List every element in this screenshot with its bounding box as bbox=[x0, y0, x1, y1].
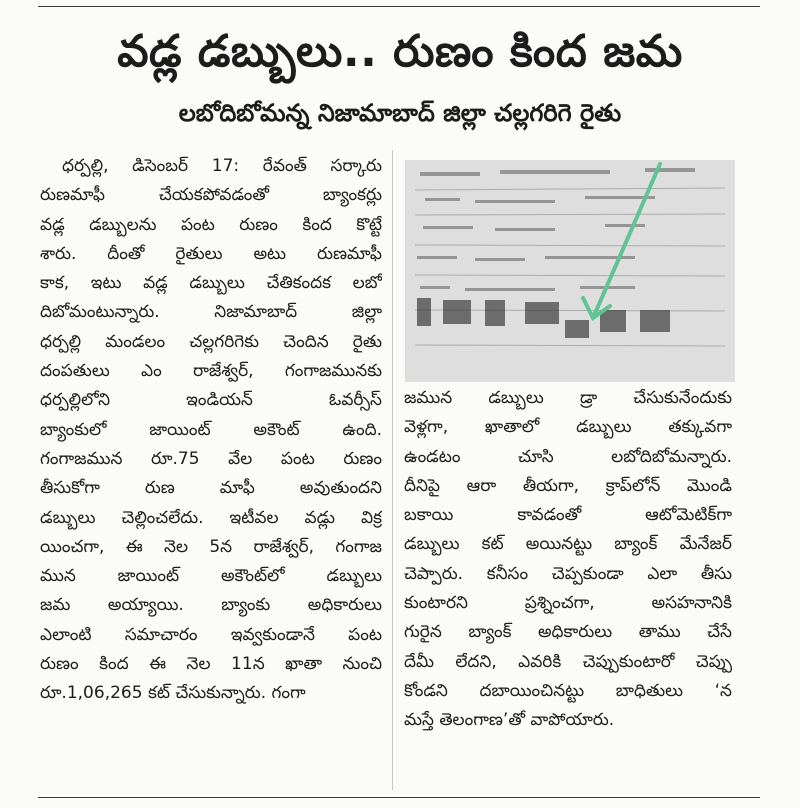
article-line: ఎలాంటి సమాచారం ఇవ్వకుండానే పంట bbox=[40, 624, 382, 645]
article-line: జమున డబ్బులు డ్రా చేసుకునేందుకు bbox=[404, 388, 732, 408]
article-line: కుంటారని ప్రశ్నించగా, అసహనానికి bbox=[404, 593, 732, 614]
bottom-rule bbox=[38, 797, 760, 798]
article-line: గంగాజమున రూ.75 వేల పంట రుణం bbox=[40, 448, 382, 469]
article-line: రూ.1,06,265 కట్ చేసుకున్నారు. గంగా bbox=[40, 683, 306, 704]
article-line: దిబోమంటున్నారు. నిజామాబాద్ జిల్లా bbox=[40, 302, 382, 323]
bank-passbook-photo bbox=[405, 160, 735, 382]
subheadline: లబోదిబోమన్న నిజామాబాద్ జిల్లా చల్లగరిగె రైతు bbox=[178, 99, 622, 127]
article-line: కోండని దబాయించినట్టు బాధితులు ‘న bbox=[404, 680, 732, 701]
article-line: మున జాయింట్ అకౌంట్‌లో డబ్బులు bbox=[40, 566, 382, 587]
article-line: జమ అయ్యాయి. బ్యాంకు అధికారులు bbox=[40, 595, 382, 616]
article-line: రుణమాఫీ చేయకపోవడంతో బ్యాంకర్లు bbox=[40, 185, 382, 206]
article-line: కాక, ఇటు వడ్ల డబ్బులు చేతికందక లబో bbox=[40, 273, 382, 294]
article-line: రుణం కింద ఈ నెల 11న ఖాతా నుంచి bbox=[40, 654, 382, 675]
article-line: చెప్పారు. కనీసం చెప్పకుండా ఎలా తీసు bbox=[404, 563, 732, 584]
article-line: దంపతులు ఎం రాజేశ్వర్, గంగాజమునకు bbox=[40, 361, 382, 382]
article-line: ధర్పల్లిలోని ఇండియన్ ఓవర్సీస్ bbox=[40, 390, 382, 411]
article-line: మస్తే తెలంగాణ’తో వాపోయారు. bbox=[404, 710, 615, 731]
passbook-photo-icon bbox=[405, 160, 735, 382]
headline: వడ్ల డబ్బులు.. రుణం కింద జమ bbox=[117, 26, 683, 77]
article-line: దేమీ లేదని, ఎవరికి చెప్పుకుంటారో చెప్పు bbox=[404, 651, 732, 672]
article-line: బ్యాంకులో జాయింట్ అకౌంట్ ఉంది. bbox=[40, 419, 382, 440]
article-line: బకాయి కావడంతో ఆటోమెటిక్‌గా bbox=[404, 505, 732, 526]
article-line: ధర్పల్లి, డిసెంబర్ 17: రేవంత్ సర్కారు bbox=[62, 156, 382, 176]
article-line: డబ్బులు చెల్లించలేదు. ఇటీవల వడ్లు విక్ర bbox=[40, 507, 382, 528]
article-line: దీనిపై ఆరా తీయగా, క్రాప్‌లోన్ మొండి bbox=[404, 475, 732, 496]
article-line: ధర్పల్లి మండలం చల్లగరిగెకు చెందిన రైతు bbox=[40, 331, 382, 352]
article-line: వడ్ల డబ్బులను పంట రుణం కింద కొట్టే bbox=[40, 214, 382, 235]
top-rule bbox=[38, 6, 760, 7]
article-left-column bbox=[40, 152, 382, 709]
article-line: ఉండటం చూసి లబోదిబోమన్నారు. bbox=[404, 446, 732, 467]
article-right-column bbox=[404, 384, 732, 736]
article-line: డబ్బులు కట్ అయినట్టు బ్యాంక్ మేనేజర్ bbox=[404, 534, 732, 555]
article-line: తీసుకోగా రుణ మాఫీ అవుతుందని bbox=[40, 478, 382, 499]
column-divider bbox=[392, 150, 393, 790]
article-line: యించగా, ఈ నెల 5న రాజేశ్వర్, గంగాజ bbox=[40, 536, 382, 557]
article-line: గురైన బ్యాంక్ అధికారులు తాము చేసే bbox=[404, 622, 732, 643]
article-line: శారు. దీంతో రైతులు అటు రుణమాఫీ bbox=[40, 243, 382, 264]
article-line: వెళ్లగా, ఖాతాలో డబ్బులు తక్కువగా bbox=[404, 417, 732, 438]
